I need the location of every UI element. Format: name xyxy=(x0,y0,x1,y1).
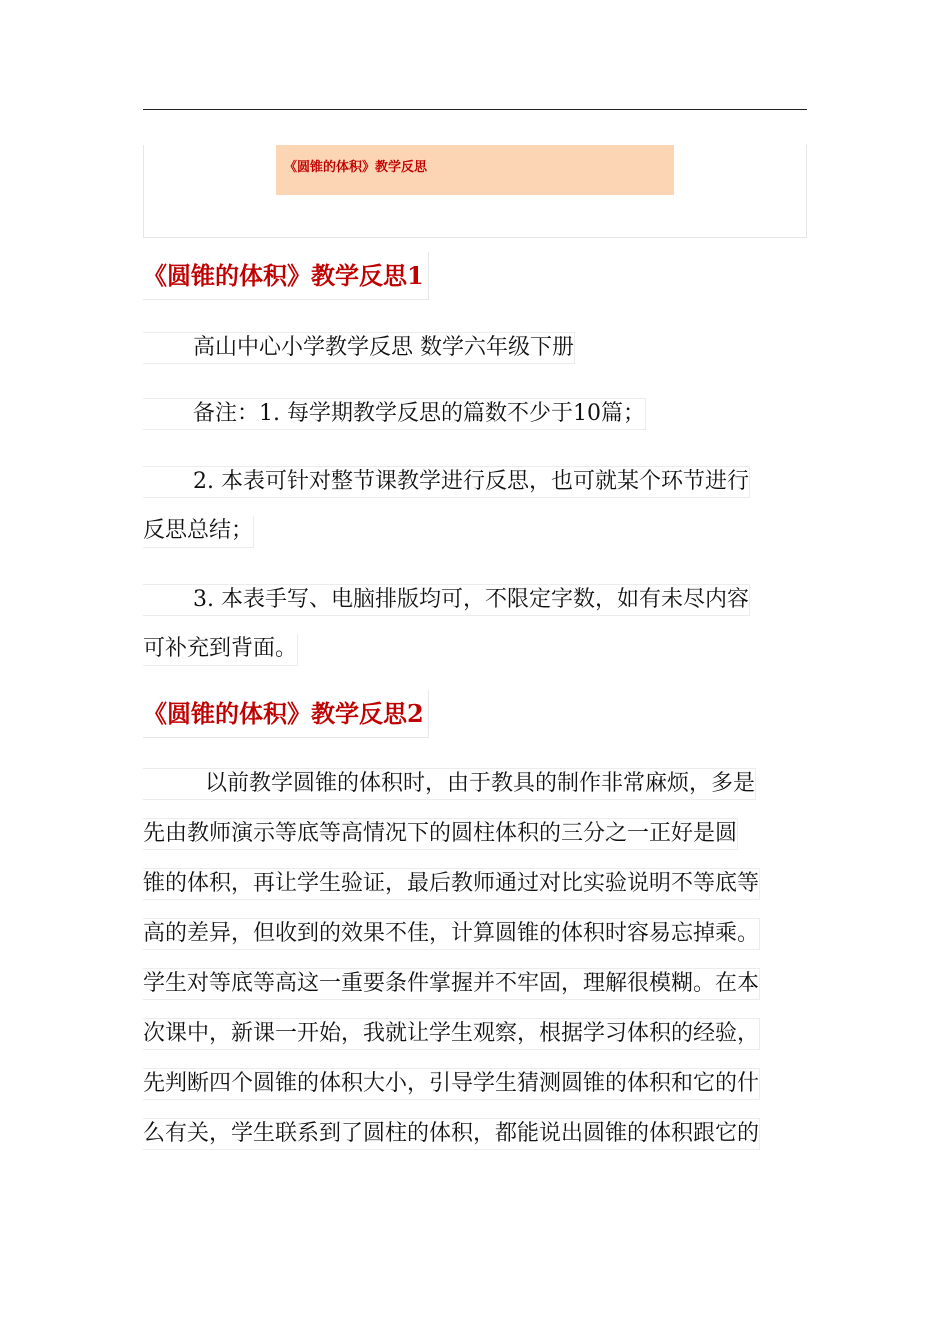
paragraph-line: 锥的体积，再让学生验证，最后教师通过对比实验说明不等底等 xyxy=(143,868,760,900)
paragraph-line: 以前教学圆锥的体积时，由于教具的制作非常麻烦，多是 xyxy=(143,768,756,800)
paragraph-line: 次课中，新课一开始，我就让学生观察，根据学习体积的经验， xyxy=(143,1018,760,1050)
section-heading-2: 《圆锥的体积》教学反思2 xyxy=(143,690,429,738)
banner-title: 《圆锥的体积》教学反思 xyxy=(284,160,428,175)
paragraph-line: 高山中心小学教学反思 数学六年级下册 xyxy=(143,332,575,364)
section-heading-1: 《圆锥的体积》教学反思1 xyxy=(143,252,429,300)
paragraph-line: 学生对等底等高这一重要条件掌握并不牢固，理解很模糊。在本 xyxy=(143,968,760,1000)
header-rule xyxy=(143,109,807,110)
paragraph-line: 反思总结； xyxy=(143,516,254,548)
paragraph-line: 先由教师演示等底等高情况下的圆柱体积的三分之一正好是圆 xyxy=(143,818,738,850)
paragraph-line: 么有关，学生联系到了圆柱的体积，都能说出圆锥的体积跟它的 xyxy=(143,1118,760,1150)
paragraph-line: 2. 本表可针对整节课教学进行反思，也可就某个环节进行 xyxy=(143,466,750,498)
paragraph-line: 先判断四个圆锥的体积大小，引导学生猜测圆锥的体积和它的什 xyxy=(143,1068,760,1100)
paragraph-line: 高的差异，但收到的效果不佳，计算圆锥的体积时容易忘掉乘。 xyxy=(143,918,760,950)
paragraph-line: 备注：1. 每学期教学反思的篇数不少于10篇； xyxy=(143,398,646,430)
paragraph-line: 可补充到背面。 xyxy=(143,634,298,666)
paragraph-line: 3. 本表手写、电脑排版均可，不限定字数，如有未尽内容 xyxy=(143,584,750,616)
